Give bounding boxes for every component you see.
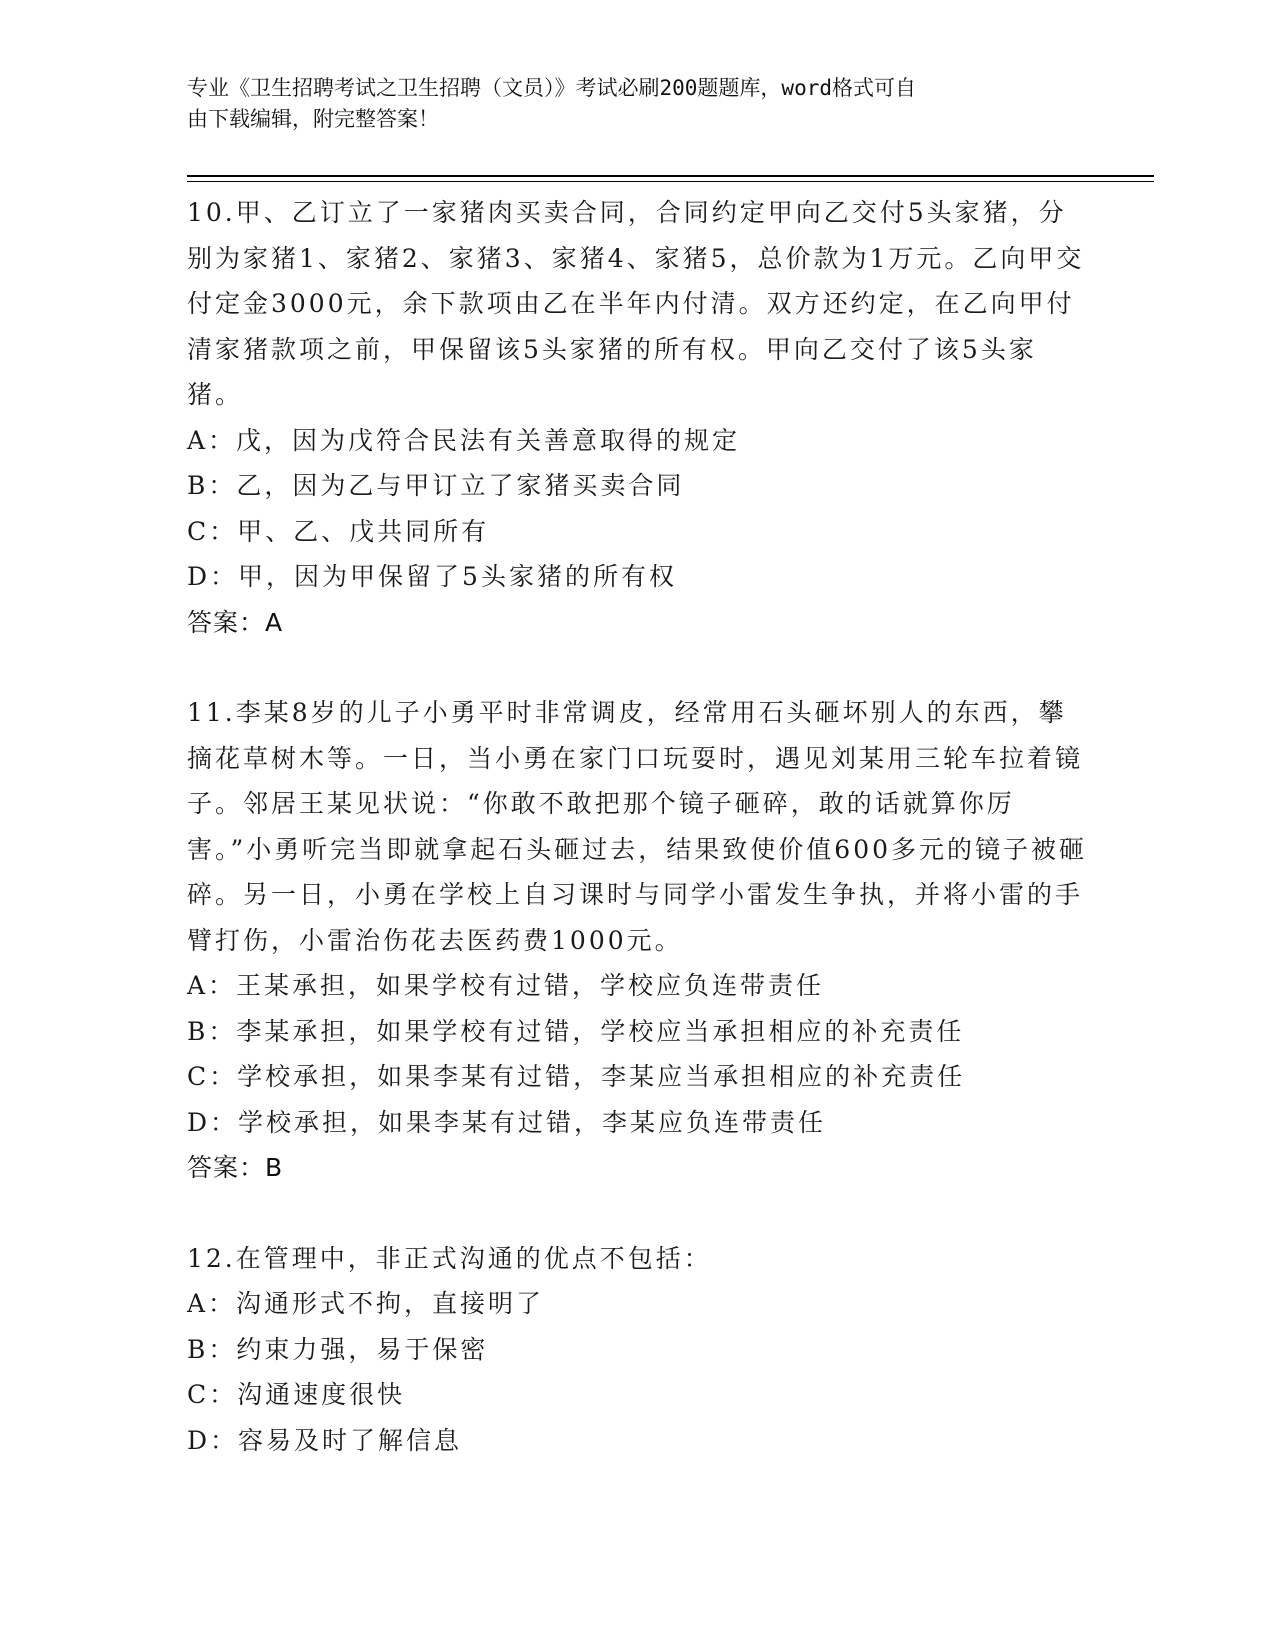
question-stem: 12.在管理中，非正式沟通的优点不包括： (187, 1243, 712, 1273)
question-stem: 10.甲、乙订立了一家猪肉买卖合同，合同约定甲向乙交付5头家猪，分别为家猪1、家猪2、家猪3、家猪4、家猪5，总价款为1万元。乙向甲交付定金3000元，余下款项由乙在半年内付清。双方还约定，在乙向甲付清家猪款项之前，甲保留该5头家猪的所有权。甲向乙交付了该5头家猪。 (187, 198, 1085, 409)
header-line-1: 专业《卫生招聘考试之卫生招聘（文员）》考试必刷200题题库，word格式可自 (187, 76, 916, 100)
option-c: C：甲、乙、戊共同所有 (187, 516, 490, 546)
header-line-2: 由下载编辑，附完整答案！ (187, 107, 439, 131)
option-d: D：学校承担，如果李某有过错，李某应负连带责任 (187, 1107, 827, 1137)
header-divider-thin (187, 181, 1154, 182)
option-c: C：学校承担，如果李某有过错，李某应当承担相应的补充责任 (187, 1062, 966, 1091)
question-list (187, 190, 1087, 1463)
question-stem: 11.李某8岁的儿子小勇平时非常调皮，经常用石头砸坏别人的东西，攀摘花草树木等。一日，当小勇在家门口玩耍时，遇见刘某用三轮车拉着镜子。邻居王某见状说：“你敢不敢把那个镜子砸碎，敢的话就算你厉害。”小勇听完当即就拿起石头砸过去，结果致使价值600多元的镜子被砸碎。另一日，小勇在学校上自习课时与同学小雷发生争执，并将小雷的手臂打伤，小雷治伤花去医药费1000元。 (187, 698, 1088, 955)
header-divider-thick (187, 175, 1154, 177)
option-b: B：乙，因为乙与甲订立了家猪买卖合同 (187, 471, 685, 500)
question-spacer (187, 645, 1087, 690)
document-header (187, 73, 1087, 135)
option-d: D：容易及时了解信息 (187, 1425, 463, 1455)
question-12 (187, 1236, 1087, 1464)
option-b: B：李某承担，如果学校有过错，学校应当承担相应的补充责任 (187, 1016, 965, 1046)
question-spacer (187, 1191, 1087, 1236)
answer-label: 答案：B (187, 1153, 284, 1182)
option-a: A：沟通形式不拘，直接明了 (187, 1289, 545, 1318)
question-10 (187, 190, 1087, 645)
option-b: B：约束力强，易于保密 (187, 1334, 489, 1364)
option-c: C：沟通速度很快 (187, 1380, 406, 1409)
option-d: D：甲，因为甲保留了5头家猪的所有权 (187, 562, 677, 591)
answer-label: 答案：A (187, 607, 284, 637)
question-11 (187, 690, 1087, 1191)
option-a: A：王某承担，如果学校有过错，学校应负连带责任 (187, 971, 825, 1000)
option-a: A：戊，因为戊符合民法有关善意取得的规定 (187, 425, 741, 455)
